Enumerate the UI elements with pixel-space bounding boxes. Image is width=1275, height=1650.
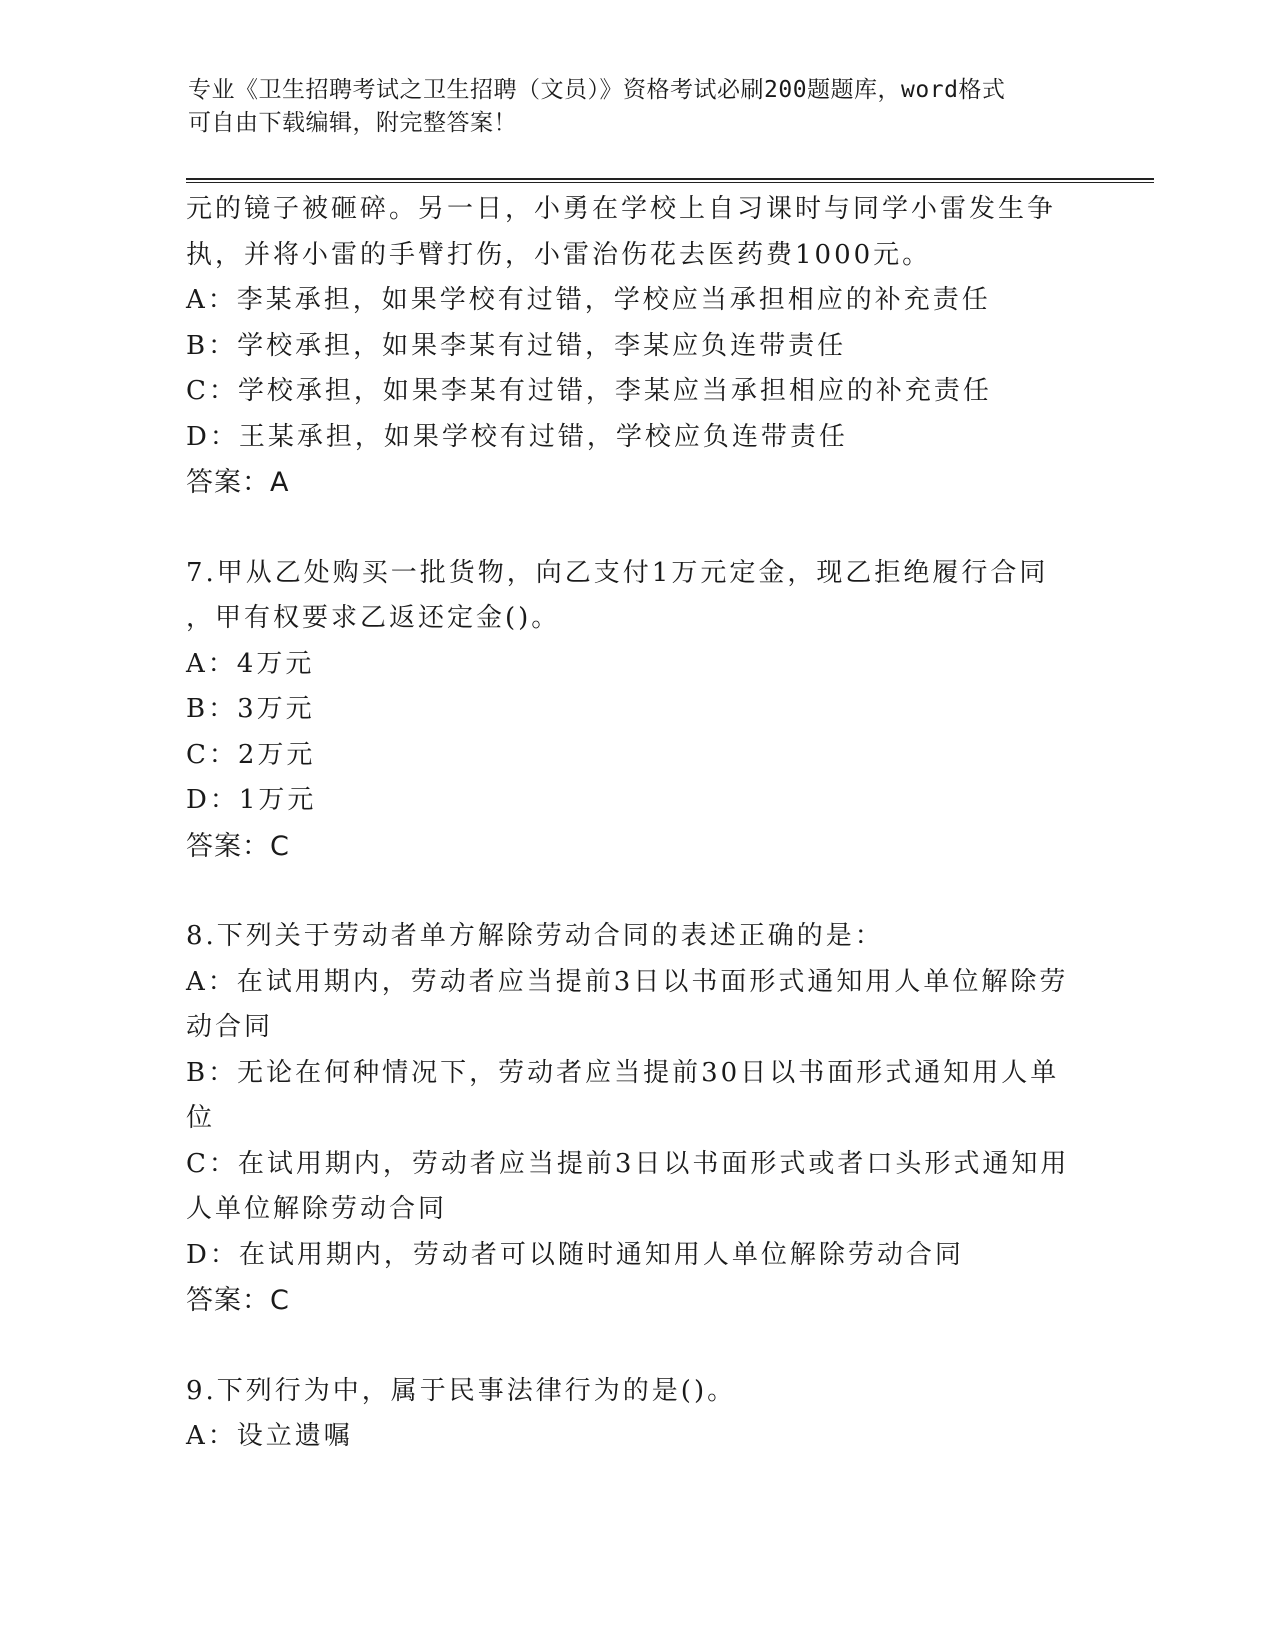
option-c-continued: 人单位解除劳动合同 <box>186 1194 448 1224</box>
question-stem-line: ，甲有权要求乙返还定金()。 <box>186 603 561 633</box>
option-c: C：2万元 <box>186 739 316 770</box>
question-7 <box>186 551 1086 870</box>
document-header <box>188 74 1088 140</box>
answer-line: 答案：A <box>186 467 290 498</box>
question-stem-line: 元的镜子被砸碎。另一日，小勇在学校上自习课时与同学小雷发生争 <box>186 194 1057 224</box>
option-a: A：在试用期内，劳动者应当提前3日以书面形式通知用人单位解除劳 <box>186 966 1069 997</box>
header-line: 专业《卫生招聘考试之卫生招聘（文员）》资格考试必刷200题题库，word格式 <box>188 77 1006 103</box>
option-b: B：学校承担，如果李某有过错，李某应负连带责任 <box>186 330 847 361</box>
option-d: D：在试用期内，劳动者可以随时通知用人单位解除劳动合同 <box>186 1239 964 1270</box>
option-b-continued: 位 <box>186 1103 216 1133</box>
spacer <box>186 1324 1086 1369</box>
answer-line: 答案：C <box>186 830 290 862</box>
question-stem-line: 执，并将小雷的手臂打伤，小雷治伤花去医药费1000元。 <box>186 239 932 270</box>
option-b: B：3万元 <box>186 694 315 724</box>
option-a: A：设立遗嘱 <box>186 1421 353 1451</box>
question-continuation <box>186 187 1086 506</box>
question-stem-line: 7.甲从乙处购买一批货物，向乙支付1万元定金，现乙拒绝履行合同 <box>186 557 1049 588</box>
header-line: 可自由下载编辑，附完整答案！ <box>188 110 517 136</box>
question-stem-line: 9.下列行为中，属于民事法律行为的是()。 <box>186 1375 737 1406</box>
option-d: D：王某承担，如果学校有过错，学校应负连带责任 <box>186 421 848 452</box>
question-9 <box>186 1369 1086 1460</box>
spacer <box>186 506 1086 551</box>
option-d: D：1万元 <box>186 785 317 815</box>
option-c: C：在试用期内，劳动者应当提前3日以书面形式或者口头形式通知用 <box>186 1148 1070 1179</box>
option-a: A：4万元 <box>186 648 315 679</box>
option-b: B：无论在何种情况下，劳动者应当提前30日以书面形式通知用人单 <box>186 1057 1060 1088</box>
question-8 <box>186 914 1086 1324</box>
option-c: C：学校承担，如果李某有过错，李某应当承担相应的补充责任 <box>186 376 992 406</box>
answer-line: 答案：C <box>186 1285 290 1316</box>
document-body <box>186 187 1086 1460</box>
option-a: A：李某承担，如果学校有过错，学校应当承担相应的补充责任 <box>186 285 991 315</box>
spacer <box>186 869 1086 914</box>
question-stem-line: 8.下列关于劳动者单方解除劳动合同的表述正确的是： <box>186 921 884 951</box>
option-a-continued: 动合同 <box>186 1012 274 1042</box>
header-divider <box>186 178 1154 183</box>
